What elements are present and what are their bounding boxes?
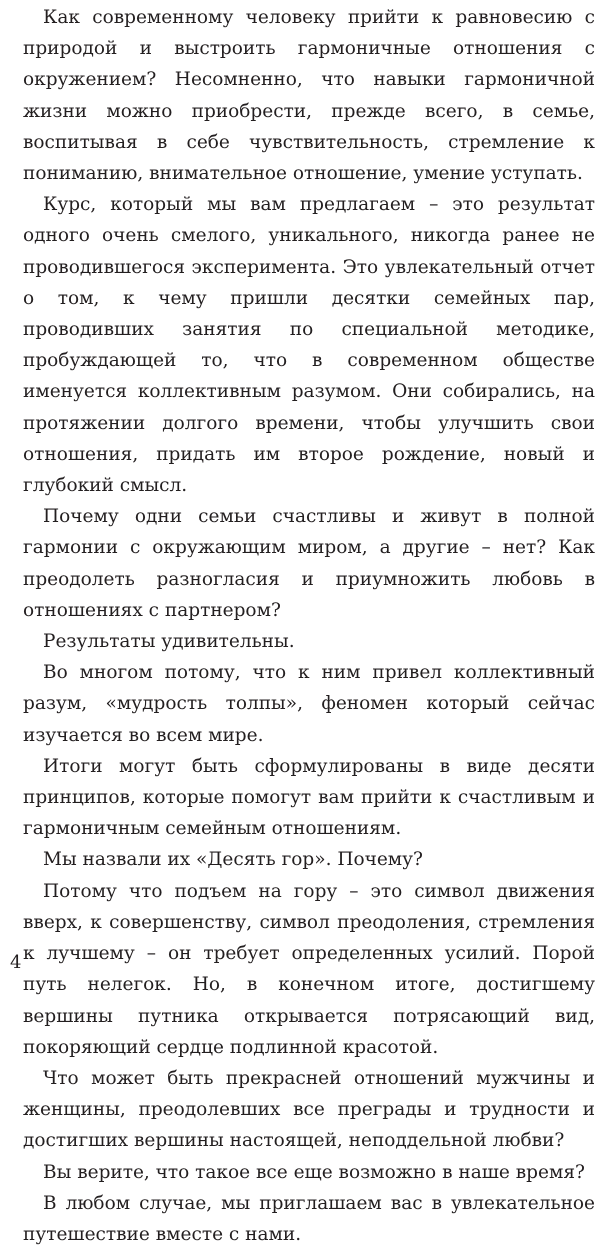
paragraph-question: Почему одни семьи счастливы и живут в полной гармонии с окружающим миром, а другие – нет? Как преодолеть разногласия и приумножить любовь в отношениях с партнером? xyxy=(23,506,595,621)
paragraph-intro: Как современному человеку прийти к равновесию с природой и выстроить гармоничные отношения с окружением? Несомненно, что навыки гармоничной жизни можно приобрести, прежде всего, в семье, воспитывая в себе чувствительность, стремление к пониманию, внимательное отношение, умение уступать. xyxy=(23,7,595,185)
paragraph-invitation: В любом случае, мы приглашаем вас в увлекательное путешествие вместе с нами. xyxy=(23,1192,595,1245)
paragraph-principles: Итоги могут быть сформулированы в виде десяти принципов, которые помогут вам прийти к счастливым и гармоничным семейным отношениям. xyxy=(23,755,595,840)
paragraph-mountain-symbol: Потому что подъем на гору – это символ движения вверх, к совершенству, символ преодоления, стремления к лучшему – он требует определенных усилий. Порой путь нелегок. Но, в конечном итоге, достигшему вершины путника открывается потрясающий вид, покоряющий сердце подлинной красотой. xyxy=(23,880,595,1058)
body-text xyxy=(23,2,595,1250)
page-number: 4 xyxy=(10,952,22,973)
paragraph-collective-mind: Во многом потому, что к ним привел коллективный разум, «мудрость толпы», феномен который сейчас изучается во всем мире. xyxy=(23,662,595,746)
paragraph-relationships: Что может быть прекрасней отношений мужчины и женщины, преодолевших все преграды и трудности и достигших вершины настоящей, неподдельной любви? xyxy=(23,1067,595,1152)
paragraph-ten-mountains: Мы назвали их «Десять гор». Почему? xyxy=(43,849,423,871)
paragraph-course: Курс, который мы вам предлагаем – это результат одного очень смелого, уникального, никогда ранее не проводившегося эксперимента. Это увлекательный отчет о том, к чему пришли десятки семейных пар, проводивших занятия по специальной методике, пробуждающей то, что в современном обществе именуется коллективным разумом. Они собирались, на протяжении долгого времени, чтобы улучшить свои отношения, придать им второе рождение, новый и глубокий смысл. xyxy=(23,194,595,497)
paragraph-belief: Вы верите, что такое все еще возможно в наше время? xyxy=(43,1161,585,1183)
paragraph-results: Результаты удивительны. xyxy=(43,631,295,653)
